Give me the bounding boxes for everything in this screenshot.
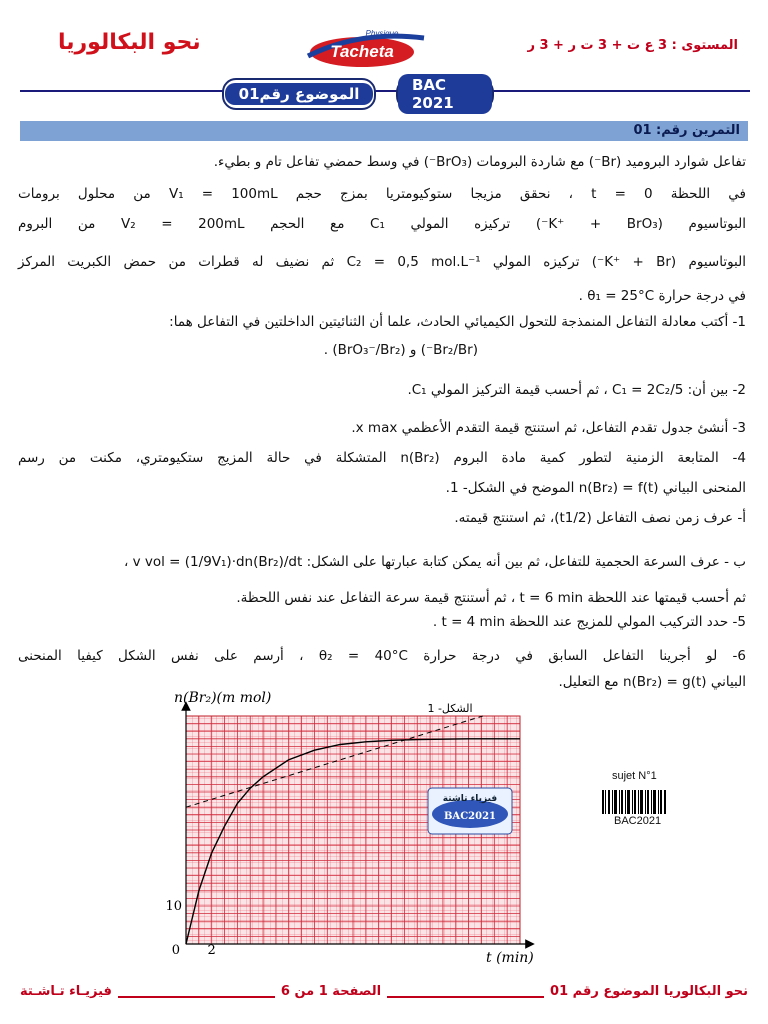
question-6-cont: البياني n(Br₂) = g(t) مع التعليل. bbox=[558, 674, 746, 690]
stamp bbox=[428, 788, 512, 834]
bac-pill bbox=[396, 78, 494, 110]
figure-label: الشكل- 1 bbox=[427, 702, 473, 715]
footer-title: نحو البكالوريا الموضوع رقم 01 bbox=[550, 984, 748, 999]
subject-pill bbox=[222, 78, 376, 110]
question-5: 5- حدد التركيب المولي للمزيج عند اللحظة t = 4 min . bbox=[432, 614, 746, 630]
question-4b-cont: ثم أحسب قيمتها عند اللحظة t = 6 min ، ثم أستنتج قيمة سرعة التفاعل عند نفس اللحظة. bbox=[236, 590, 746, 606]
header-rule bbox=[20, 90, 750, 92]
question-4a: أ- عرف زمن نصف التفاعل (t1/2)، ثم استنتج قيمته. bbox=[454, 510, 746, 526]
logo-text: Tacheta bbox=[330, 42, 394, 61]
text-line-3: البوتاسيوم (K⁺ + BrO₃⁻) تركيزه المولي C₁ مع الحجم V₂ = 200mL من البروم bbox=[18, 216, 747, 232]
footer-brand: فيزيـاء تـاشـتة bbox=[19, 984, 112, 999]
x-tick-label-2: 2 bbox=[207, 943, 216, 958]
text-line-2: في اللحظة t = 0 ، نحقق مزيجا ستوكيومتريا بمزج حجم V₁ = 100mL من محلول برومات bbox=[18, 186, 747, 202]
text-line-5: في درجة حرارة θ₁ = 25°C . bbox=[578, 288, 746, 304]
question-3: 3- أنشئ جدول تقدم التفاعل، ثم استنتج قيمة التقدم الأعظمي x max. bbox=[351, 420, 746, 436]
stamp-code: BAC2021 bbox=[443, 811, 497, 822]
barcode-icon bbox=[602, 790, 666, 814]
stamp-title: فيزياء تاشتة bbox=[442, 794, 498, 804]
bac-code: BAC2021 bbox=[614, 815, 662, 827]
sujet-label: sujet N°1 bbox=[612, 770, 657, 782]
footer-divider bbox=[387, 984, 544, 998]
x-axis-label: t (min) bbox=[486, 950, 534, 966]
question-2: 2- بين أن: C₁ = 2C₂/5 ، ثم أحسب قيمة التركيز المولي C₁. bbox=[407, 382, 746, 398]
question-4: 4- المتابعة الزمنية لتطور كمية مادة البروم n(Br₂) المتشكلة في حالة المزيج ستكيومتري، مكنت من رسم bbox=[18, 450, 746, 466]
question-4-cont: المنحنى البياني n(Br₂) = f(t) الموضح في الشكل- 1. bbox=[445, 480, 746, 496]
chart-figure-1 bbox=[150, 688, 550, 978]
page-number: الصفحة 1 من 6 bbox=[280, 984, 382, 999]
footer-divider bbox=[118, 984, 275, 998]
tacheta-logo bbox=[300, 26, 428, 70]
exercise-title: التمرين رقم: 01 bbox=[20, 121, 748, 141]
question-1: 1- أكتب معادلة التفاعل المنمذجة للتحول الكيميائي الحادث، علما أن الثنائيتين الداخلتين في التفاعل هما: bbox=[169, 314, 746, 330]
bac-label: BAC 2021 bbox=[398, 74, 492, 114]
y-tick-label-10: 10 bbox=[165, 899, 182, 914]
x-tick-label-0: 0 bbox=[171, 943, 180, 958]
text-line-1: تفاعل شوارد البروميد (Br⁻) مع شاردة البرومات (BrO₃⁻) في وسط حمضي تفاعل تام و بطيء. bbox=[213, 154, 746, 170]
couples-line: (Br₂/Br⁻) و (BrO₃⁻/Br₂) . bbox=[323, 342, 478, 358]
brand-title: نحو البكالوريا bbox=[58, 30, 201, 55]
text-line-4: البوتاسيوم (K⁺ + Br⁻) تركيزه المولي C₂ = 0,5 mol.L⁻¹ ثم نضيف له قطرات من حمض الكبريت المركز bbox=[18, 254, 746, 270]
logo-subtext: Physique bbox=[365, 29, 399, 38]
y-axis-label: n(Br₂)(m mol) bbox=[174, 690, 272, 706]
question-4b: ب - عرف السرعة الحجمية للتفاعل، ثم بين أنه يمكن كتابة عبارتها على الشكل: v vol = (1/9V₁)·dn(Br₂)/dt ، bbox=[123, 554, 746, 570]
footer bbox=[20, 984, 748, 1004]
question-6: 6- لو أجرينا التفاعل السابق في درجة حرارة θ₂ = 40°C ، أرسم على نفس الشكل كيفيا المنحنى bbox=[18, 648, 746, 664]
subject-label: الموضوع رقم01 bbox=[225, 83, 374, 105]
level-label: المستوى : 3 ع ت + 3 ت ر + 3 ر bbox=[527, 38, 738, 53]
